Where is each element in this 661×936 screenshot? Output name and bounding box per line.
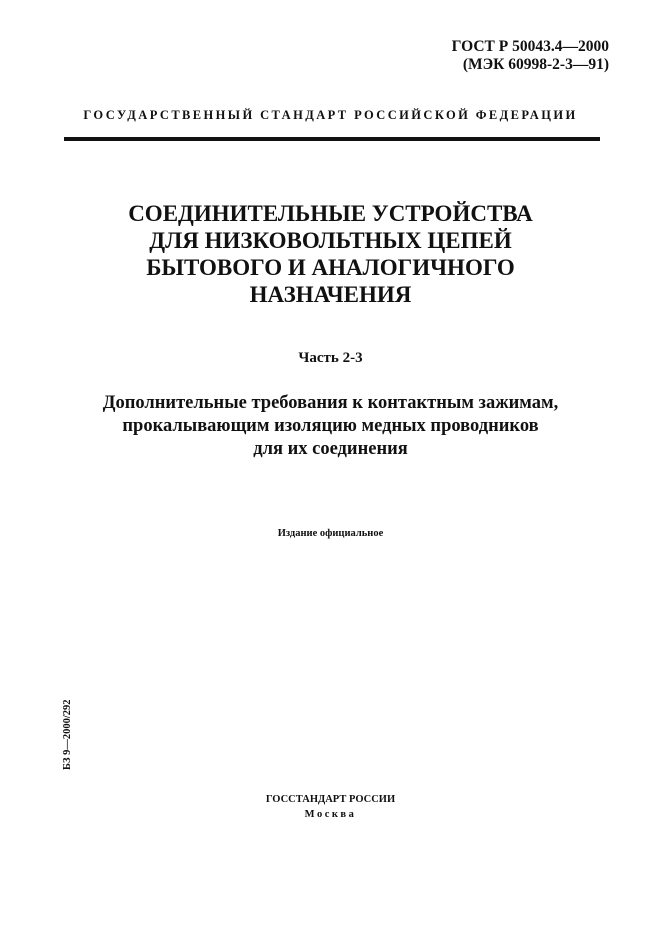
publisher-name: ГОССТАНДАРТ РОССИИ	[265, 794, 396, 805]
document-id	[452, 38, 609, 74]
main-title-line: БЫТОВОГО И АНАЛОГИЧНОГО	[146, 255, 515, 280]
main-title-line: НАЗНАЧЕНИЯ	[249, 282, 412, 307]
side-registration-code: БЗ 9—2000/292	[62, 699, 73, 770]
subtitle	[0, 392, 661, 461]
subtitle-line: для их соединения	[253, 439, 408, 459]
state-standard-header: ГОСУДАРСТВЕННЫЙ СТАНДАРТ РОССИЙСКОЙ ФЕДЕРАЦИИ	[83, 108, 578, 122]
subtitle-line: прокалывающим изоляцию медных проводников	[122, 416, 539, 436]
edition-note: Издание официальное	[277, 528, 384, 539]
part-label: Часть 2-3	[298, 350, 363, 366]
document-id-iec: (МЭК 60998-2-3—91)	[462, 56, 609, 73]
main-title-line: ДЛЯ НИЗКОВОЛЬТНЫХ ЦЕПЕЙ	[149, 228, 512, 253]
main-title	[0, 200, 661, 308]
document-id-gost: ГОСТ Р 50043.4—2000	[451, 38, 609, 55]
publisher-block	[0, 792, 661, 822]
main-title-line: СОЕДИНИТЕЛЬНЫЕ УСТРОЙСТВА	[128, 201, 533, 226]
publisher-city: Москва	[304, 809, 357, 820]
header-divider	[64, 137, 600, 141]
subtitle-line: Дополнительные требования к контактным зажимам,	[102, 393, 559, 413]
